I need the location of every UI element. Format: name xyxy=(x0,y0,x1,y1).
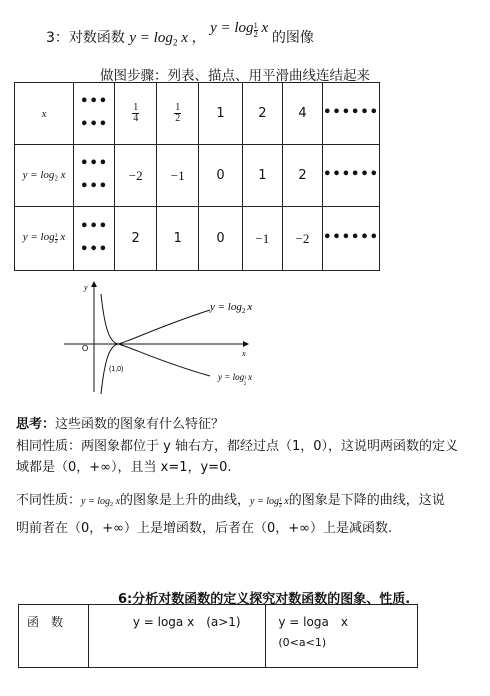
table-cell: −2 xyxy=(115,145,157,207)
row-label-loghalf: y = log $\frac{1}{2}$ x xyxy=(15,207,74,271)
point-label: (1,0) xyxy=(109,366,124,373)
curve1-label: $y = \log_2 x$ xyxy=(210,301,253,315)
case-a-lt-1: y = loga x (0<a<1) xyxy=(266,605,418,668)
table-row-x xyxy=(15,83,380,145)
table-cell: −1 xyxy=(242,207,282,271)
row-label-log2: $y = \log_2 x$ xyxy=(15,145,74,207)
table-cell: 1 xyxy=(199,83,243,145)
x-axis-label: x xyxy=(242,349,246,358)
table-cell: 1 xyxy=(157,207,199,271)
think-question: 思考：这些函数的图象有什么特征？ xyxy=(16,417,225,432)
table-cell: −1 xyxy=(157,145,199,207)
dots-cell: ••• ••• xyxy=(74,207,115,271)
table-cell: −2 xyxy=(282,207,322,271)
table-cell: 2 xyxy=(282,145,322,207)
dots-cell: •••••• xyxy=(323,207,380,271)
formula-log2: $y = \log_2 x$ xyxy=(129,30,188,49)
curve-loghalf xyxy=(101,294,210,376)
section-heading: 3：对数函数 $y = \log_2 x$ ， y = log $\frac{1}{2}$ x 的图像 xyxy=(46,20,314,49)
dots-cell: ••• ••• xyxy=(74,83,115,145)
table-cell: 2 xyxy=(242,83,282,145)
origin-label: O xyxy=(82,344,89,353)
table-row-log2 xyxy=(15,145,380,207)
same-properties: 相同性质：两图象都位于 y 轴右方，都经过点（1，0），这说明两函数的定义 域都是（0，+∞），且当 x=1，y=0. xyxy=(16,439,459,475)
section-number: 3：对数函数 xyxy=(46,30,125,46)
table-row xyxy=(19,605,418,668)
table-cell: $\frac{1}{4}$ xyxy=(115,83,157,145)
dots-cell: ••• ••• xyxy=(74,145,115,207)
curve-log2 xyxy=(101,310,210,394)
table-row-loghalf xyxy=(15,207,380,271)
heading-suffix: 的图像 xyxy=(271,30,314,46)
dots-cell: •••••• xyxy=(323,83,380,145)
table-cell: 4 xyxy=(282,83,322,145)
table-cell: $\frac{1}{2}$ xyxy=(157,83,199,145)
section-6-heading: 6:分析对数函数的定义探究对数函数的图象、性质. xyxy=(118,592,411,607)
table-cell: 0 xyxy=(199,145,243,207)
function-header: 函 数 xyxy=(19,605,89,668)
values-table xyxy=(14,82,380,271)
table-cell: 0 xyxy=(199,207,243,271)
different-properties: 不同性质：$y = \log_2 x$的图象是上升的曲线，y = log $\frac{1}{2}$ x的图象是下降的曲线，这说 明前者在（0，+∞）上是增函数，后者在（0，+∞）上是减函数. xyxy=(16,493,445,537)
case-a-gt-1: y = loga x (a>1) xyxy=(88,605,266,668)
dots-cell: •••••• xyxy=(323,145,380,207)
think-title: 思考： xyxy=(16,417,56,432)
table-cell: 1 xyxy=(242,145,282,207)
formula-loghalf: y = log $\frac{1}{2}$ x xyxy=(210,20,269,39)
drawing-steps: 做图步骤：列表、描点、用平滑曲线连结起来 xyxy=(100,68,370,84)
row-label-x: x xyxy=(15,83,74,145)
y-axis-label: y xyxy=(84,283,88,292)
table-cell: 2 xyxy=(115,207,157,271)
properties-table xyxy=(18,604,418,668)
curve2-label: y = log1 2x xyxy=(218,372,253,387)
log-graph xyxy=(60,276,290,401)
